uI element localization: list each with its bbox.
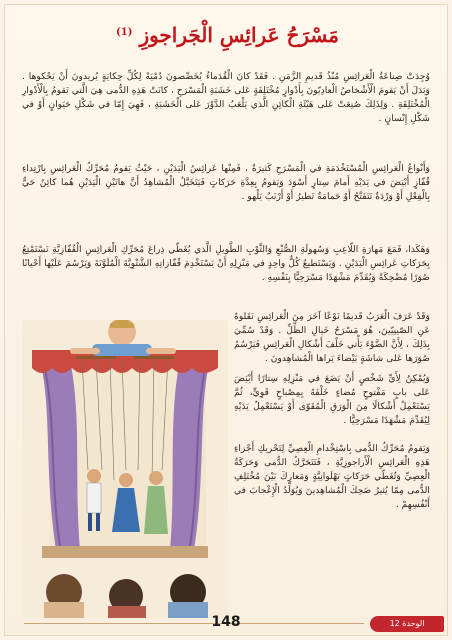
paragraph-home-shadow: وَيُمْكِنُ لِأَيِّ شَخْصٍ أَنْ يَضَعَ في مَنْزِلِهِ سِتارًا أَبْيَضَ عَلى بابٍ مَفْتوحٍ مُضاءٍ خَلْفَهُ بِمِصْباحٍ قَوِيٍّ، ثُمَّ يَسْتَعْمِلُ أَشْكالًا مِنَ الْوَرَقِ الْمُقَوّى أَوْ يَسْتَعْمِلُ يَدَيْهِ لِيُقَدِّمَ مَشْهَدًا مَسْرَحِيًّا . xyxy=(234,373,430,426)
paragraph-shadow-play: وَقَدْ عَرَفَ الْعَرَبُ قَديمًا نَوْعًا آخَرَ مِنَ الْعَرائِسِ نَقَلوهُ عَنِ الصّينِيّينَ، هُوَ مَسْرَحُ خَيالِ الظِّلِّ . وَقَدْ سُمِّيَ بِذَلِكَ ، لِأَنَّ الضَّوْءَ يَأْتي خَلْفَ أَشْكالِ الْعَرائِسِ فَيَرْسُمُ صُوَرَها عَلى شاشَةٍ بَيْضاءَ يَراها الْمُشاهِدونَ . xyxy=(234,311,430,364)
title-text: مَسْرَحُ عَرائِسِ الْجَراجوزِ xyxy=(139,23,339,48)
control-bar-left xyxy=(76,356,116,359)
paragraph-stick-puppets: وَيَقومُ مُحَرِّكُ الدُّمى بِاسْتِخْدامِ الْعِصِيِّ لِتَحْريكِ أَجْزاءِ هَذِهِ الْعَرائِسِ الْأَراجوزِيَّةِ ، فَتَتَحَرَّكُ الدُّمى وَحَرَكَةُ الْعِصِيِّ وَتُغَطّي حَرَكاتٍ بَهْلَوانِيَّةٍ وَمَعارِكَ بَيْنَ مُخْتَلِفِ الدُّمى مِمّا يُثيرُ ضَحِكَ الْمُشاهِدينَ وَيُوَلِّدُ الْإِعْجابَ في أَنْفُسِهِمْ . xyxy=(234,443,430,510)
paragraph-hand-puppets: وَأَنْواعُ الْعَرائِسِ الْمُسْتَخْدَمَةِ في الْمَسْرَحِ كَثيرَةٌ ، فَمِنْها عَرائِسُ الْيَدَيْنِ ، حَيْثُ يَقومُ مُحَرِّكُ الْعَرائِسِ بِارْتِداءِ قُفّازٍ أَبْيَضَ في يَدَيْهِ أَمامَ سِتارٍ أَسْوَدَ وَيَقومُ بِعِدَّةِ حَرَكاتٍ فَيَتَخَيَّلُ الْمُشاهِدُ أَنَّ هاتَيْنِ الْيَدَيْنِ هُما كائِنٌ حَيٌّ بِالْفِعْلِ أَوْ وَرْدَةٌ تَتَفَتَّحُ أَوْ حَمامَةٌ تَطيرُ أَوْ أَرْنَبٌ يَلْهو . xyxy=(22,163,430,202)
puppeteer-shirt xyxy=(92,344,152,356)
title-footnote-marker: (1) xyxy=(116,26,133,38)
puppet-theater-drawing xyxy=(22,320,228,618)
unit-badge: الوحدة 12 xyxy=(370,616,444,632)
puppet-theater-illustration xyxy=(22,320,228,618)
paragraph-glove-puppets: وَهَكَذا، فَمَعَ مَهارَةِ اللّاعِبِ وَسُهولَةِ الصُّنْعِ وَالثَّوْبِ الطَّويلِ الَّذي يُغَطّي ذِراعَ مُحَرِّكِ الْعَرائِسِ الْقُفّازِيَّةِ نَسْتَمْتِعُ بِحَرَكاتِ عَرائِسِ الْيَدَيْنِ . وَيَسْتَطيعُ كُلٌّ واحِدٍ في مَنْزِلِهِ أَنْ يَسْتَخْدِمَ قُفّازاتِهِ الشَّتْوِيَّةَ الْمُلَوَّنَةَ وَيَرْسُمَ عَلَيْها أَحْيانًا صُوَرًا مُضْحِكَةً وَيُقَدِّمَ مَشْهَدًا مَسْرَحِيًّا بِنَفْسِهِ . xyxy=(22,244,430,283)
page-title xyxy=(0,23,452,47)
control-bar-right xyxy=(134,356,174,359)
page-footer xyxy=(0,608,452,640)
stage-floor xyxy=(42,546,208,558)
page-number: 148 xyxy=(211,614,241,630)
paragraph-origins: وُجِدَتْ صِناعَةُ الْعَرائِسِ مُنْذُ قَديمِ الزَّمَنِ . فَقَدْ كانَ الْقُدَماءُ يُخَصِّصونَ دُمْيَةً لِكُلِّ حِكايَةٍ يُريدونَ أَنْ يَحْكوها . وَبَدَلَ أَنْ يَقومَ الْأَشْخاصُ الْعادِيّونَ بِأَدْوارٍ مُخْتَلِفَةٍ عَلى خَشَبَةِ الْمَسْرَحِ ، كانَتْ هَذِهِ الدُّمى هِيَ الَّتي تَقومُ بِالْأَدْوارِ الْمُخْتَلِفَةِ . وَلِذَلِكَ صُنِعَتْ عَلى هَيْئَةِ الْكائِنِ الَّذي يَلْعَبُ الدَّوْرَ عَلى الْخَشَبَةِ ، فَهِيَ إِمّا في شَكْلِ حَيَوانٍ أَوْ في شَكْلِ إِنْسانٍ . xyxy=(22,71,430,124)
